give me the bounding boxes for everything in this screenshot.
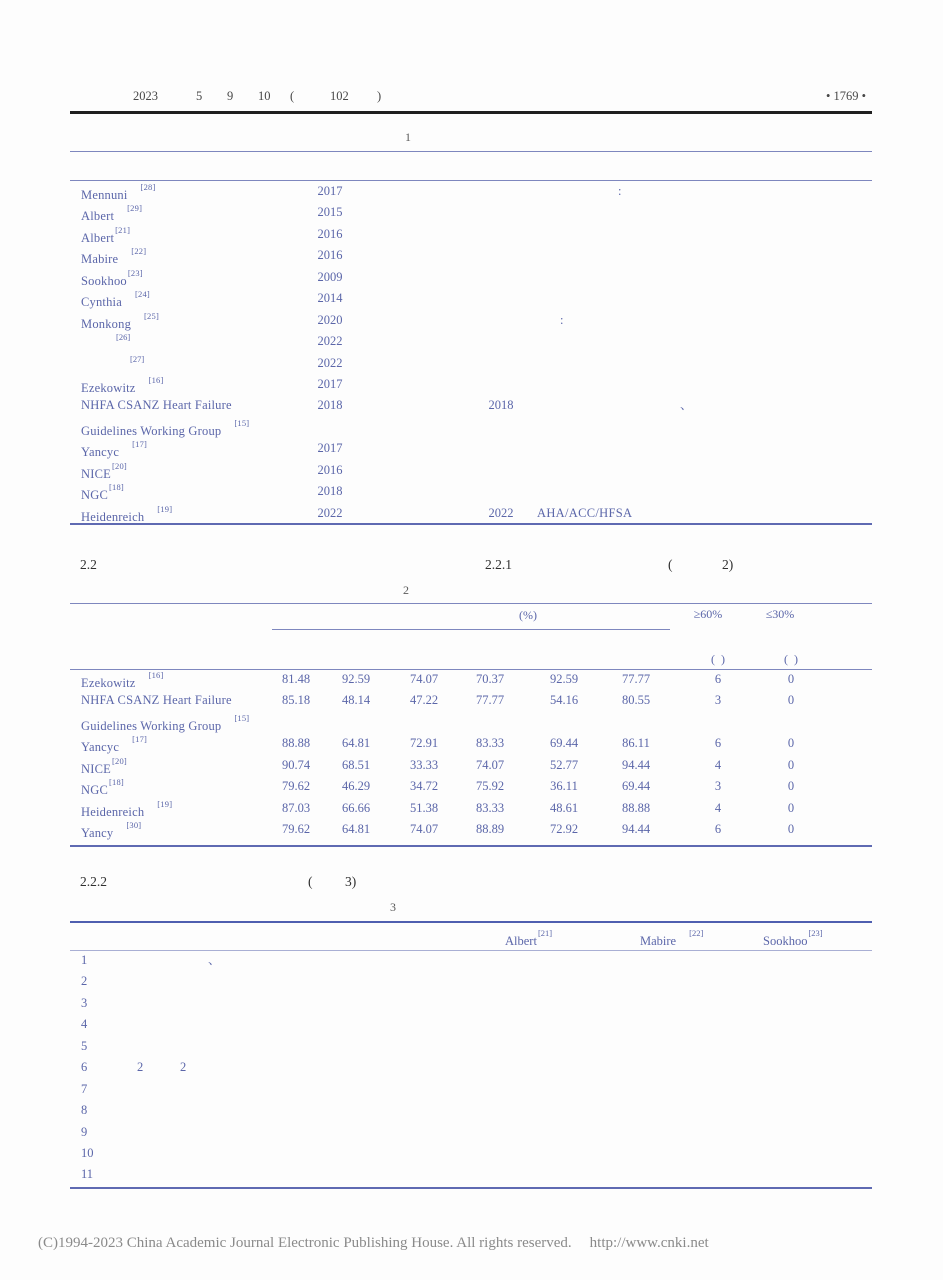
header-paren-open: ( xyxy=(290,89,295,103)
value-cell: 79.62 xyxy=(281,779,311,794)
value-cell: 69.44 xyxy=(621,779,651,794)
table2-top-rule xyxy=(70,603,872,604)
table-row xyxy=(0,245,943,266)
item-number: 9 xyxy=(81,1124,88,1139)
value-cell: 74.07 xyxy=(475,757,505,772)
value-cell: 52.77 xyxy=(549,757,579,772)
citation-sup: [19] xyxy=(157,798,173,809)
value-cell: 88.88 xyxy=(621,800,651,815)
value-cell: 48.61 xyxy=(549,800,579,815)
value-cell: 77.77 xyxy=(475,693,505,708)
section-2-2-2-number: 2.2.2 xyxy=(80,874,107,889)
year-cell: 2016 xyxy=(317,248,343,263)
author-cell: Mabire[22] xyxy=(81,246,147,267)
value-cell: 80.55 xyxy=(621,693,651,708)
author-cell: Monkong[25] xyxy=(81,310,159,331)
copyright-text: (C)1994-2023 China Academic Journal Electronic Publishing House. All rights reserved. xyxy=(38,1235,572,1251)
value-cell: 51.38 xyxy=(409,800,439,815)
year-cell: 2022 xyxy=(317,355,343,370)
citation-sup: [21] xyxy=(115,224,131,235)
table-row xyxy=(0,690,943,711)
year-cell: 2017 xyxy=(317,441,343,456)
citation-sup: [19] xyxy=(157,503,173,514)
citation-sup: [18] xyxy=(109,482,124,493)
citation-sup: [22] xyxy=(689,928,704,938)
table-row xyxy=(0,1164,943,1185)
author-cell: Yancyc[17] xyxy=(81,439,148,460)
table2-unit-ge: ( ) xyxy=(711,652,725,666)
count-ge-cell: 6 xyxy=(714,736,722,751)
count-le-cell: 0 xyxy=(787,822,795,837)
count-le-cell: 0 xyxy=(787,757,795,772)
copyright-footer xyxy=(38,1234,709,1252)
value-cell: 77.77 xyxy=(621,672,651,686)
table3-bottom-rule xyxy=(70,1187,872,1189)
citation-sup: [28] xyxy=(140,182,156,192)
year-cell: 2015 xyxy=(317,205,343,220)
author-cell: Cynthia[24] xyxy=(81,289,150,310)
year-cell: 2018 xyxy=(317,484,343,499)
table3-caption: 3 xyxy=(390,900,396,914)
author-cell: NICE[20] xyxy=(81,460,127,481)
table2-body xyxy=(0,669,943,841)
table-row xyxy=(0,1100,943,1121)
value-cell: 66.66 xyxy=(341,800,371,815)
table-row xyxy=(0,310,943,331)
item-number: 3 xyxy=(81,995,88,1010)
table1-top-rule xyxy=(70,151,872,152)
table-row xyxy=(0,417,943,438)
table-row xyxy=(0,819,943,840)
year-cell: 2017 xyxy=(317,184,343,198)
value-cell: 33.33 xyxy=(409,757,439,772)
table2-unit-le: ( ) xyxy=(784,652,798,666)
author-cell: Ezekowitz[16] xyxy=(81,374,164,396)
item-number: 6 xyxy=(81,1060,88,1075)
header-total-issue: 102 xyxy=(330,89,349,103)
table-row xyxy=(0,460,943,481)
count-le-cell: 0 xyxy=(787,693,795,708)
value-cell: 64.81 xyxy=(341,822,371,837)
author-cell: Sookhoo[23] xyxy=(81,267,143,288)
citation-sup: [24] xyxy=(134,289,150,300)
value-cell: 88.89 xyxy=(475,822,505,837)
table-row xyxy=(0,1079,943,1100)
table2-header-ge60: ≥60% xyxy=(693,607,723,621)
author-cell: Mennuni[28] xyxy=(81,182,156,203)
column-header: Albert[21] xyxy=(505,928,553,949)
org-cell: AHA/ACC/HFSA xyxy=(537,505,633,520)
table-row xyxy=(0,1014,943,1035)
value-cell: 85.18 xyxy=(281,693,311,708)
table-row xyxy=(0,971,943,992)
table-row xyxy=(0,712,943,733)
count-le-cell: 0 xyxy=(787,736,795,751)
value-cell: 94.44 xyxy=(621,822,651,837)
author-cell: Yancy[30] xyxy=(81,820,142,841)
count-le-cell: 0 xyxy=(787,779,795,794)
author-cell: NGC[18] xyxy=(81,482,124,503)
value-cell: 90.74 xyxy=(281,757,311,772)
table3-top-rule xyxy=(70,921,872,923)
table-row xyxy=(0,481,943,502)
count-le-cell: 0 xyxy=(787,672,795,686)
value-cell: 64.81 xyxy=(341,736,371,751)
year2-cell: 2018 xyxy=(488,398,514,413)
value-cell: 94.44 xyxy=(621,757,651,772)
citation-sup: [20] xyxy=(111,460,127,471)
table1-body xyxy=(0,181,943,524)
value-cell: 81.48 xyxy=(281,672,311,686)
note-cell: 、 xyxy=(208,953,221,967)
table-row xyxy=(0,776,943,797)
value-cell: 79.62 xyxy=(281,822,311,837)
header-rule xyxy=(70,111,872,114)
year-cell: 2017 xyxy=(317,376,343,391)
author-cell: Guidelines Working Group[15] xyxy=(81,712,250,734)
value-cell: 83.33 xyxy=(475,800,505,815)
count-ge-cell: 6 xyxy=(714,672,722,686)
table3-header-row xyxy=(0,928,943,947)
count-le-cell: 0 xyxy=(787,800,795,815)
header-year: 2023 xyxy=(133,89,158,103)
item-number: 7 xyxy=(81,1081,88,1096)
section-2-2-1-paren-close: 2) xyxy=(722,557,734,572)
author-cell: Heidenreich[19] xyxy=(81,503,173,524)
note-cell: : xyxy=(560,312,564,327)
year-cell: 2022 xyxy=(317,334,343,349)
table1-caption: 1 xyxy=(405,130,411,144)
year-cell: 2009 xyxy=(317,269,343,284)
citation-sup: [30] xyxy=(126,820,142,831)
citation-sup: [17] xyxy=(132,439,148,450)
value-cell: 46.29 xyxy=(341,779,371,794)
note-cell: 、 xyxy=(680,398,693,413)
table3-body xyxy=(0,950,943,1186)
citation-sup: [23] xyxy=(127,267,143,278)
table-row xyxy=(0,1143,943,1164)
table-row xyxy=(0,202,943,223)
year2-cell: 2022 xyxy=(488,505,514,520)
year-cell: 2016 xyxy=(317,226,343,241)
item-number: 1 xyxy=(81,953,88,967)
citation-sup: [15] xyxy=(234,712,250,723)
citation-sup: [17] xyxy=(132,734,148,745)
citation-sup: [27] xyxy=(130,353,145,364)
author-cell: NHFA CSANZ Heart Failure xyxy=(81,398,232,413)
header-month: 5 xyxy=(196,89,203,103)
value-cell: 69.44 xyxy=(549,736,579,751)
year-cell: 2018 xyxy=(317,398,343,413)
author-cell: NHFA CSANZ Heart Failure xyxy=(81,693,232,708)
count-ge-cell: 3 xyxy=(714,779,722,794)
table-row xyxy=(0,224,943,245)
value-cell: 47.22 xyxy=(409,693,439,708)
table-row xyxy=(0,395,943,416)
table-row xyxy=(0,733,943,754)
value-cell: 75.92 xyxy=(475,779,505,794)
header-volume: 9 xyxy=(227,89,234,103)
value-cell: 34.72 xyxy=(409,779,439,794)
table-row xyxy=(0,993,943,1014)
inline-number: 2 xyxy=(180,1060,187,1075)
table-row xyxy=(0,1057,943,1078)
count-ge-cell: 4 xyxy=(714,800,722,815)
citation-sup: [16] xyxy=(148,670,164,680)
table-row xyxy=(0,755,943,776)
year-cell: 2020 xyxy=(317,312,343,327)
value-cell: 92.59 xyxy=(549,672,579,686)
citation-sup: [16] xyxy=(148,374,164,385)
table2-caption: 2 xyxy=(403,583,409,597)
section-2-2-2-paren-close: 3) xyxy=(345,874,357,889)
table-row xyxy=(0,267,943,288)
table-row xyxy=(0,950,943,971)
author-cell: Ezekowitz[16] xyxy=(81,670,164,691)
count-ge-cell: 4 xyxy=(714,757,722,772)
table-row xyxy=(0,438,943,459)
year-cell: 2016 xyxy=(317,462,343,477)
table2-header-percent: (%) xyxy=(519,608,537,622)
section-2-2-2-paren-open: ( xyxy=(308,874,313,889)
value-cell: 48.14 xyxy=(341,693,371,708)
table-row xyxy=(0,1036,943,1057)
table-row xyxy=(0,798,943,819)
citation-sup: [15] xyxy=(234,417,250,428)
value-cell: 86.11 xyxy=(622,736,650,751)
citation-sup: [23] xyxy=(808,928,823,938)
table-row xyxy=(0,669,943,690)
count-ge-cell: 3 xyxy=(714,693,722,708)
section-2-2-1-paren-open: ( xyxy=(668,557,673,572)
author-cell: Guidelines Working Group[15] xyxy=(81,417,250,438)
value-cell: 72.92 xyxy=(549,822,579,837)
item-number: 5 xyxy=(81,1038,88,1053)
header-issue: 10 xyxy=(258,89,271,103)
inline-number: 2 xyxy=(137,1060,144,1075)
value-cell: 70.37 xyxy=(475,672,505,686)
cnki-url: http://www.cnki.net xyxy=(589,1235,709,1251)
page-number: • 1769 • xyxy=(826,89,867,103)
citation-sup: [18] xyxy=(109,777,124,788)
item-number: 8 xyxy=(81,1103,88,1118)
value-cell: 74.07 xyxy=(409,822,439,837)
table-row xyxy=(0,288,943,309)
author-cell: Yancyc[17] xyxy=(81,734,148,755)
year-cell: 2022 xyxy=(317,505,343,520)
value-cell: 72.91 xyxy=(409,736,439,751)
value-cell: 36.11 xyxy=(550,779,578,794)
table-row xyxy=(0,331,943,352)
table-row xyxy=(0,181,943,202)
table-row xyxy=(0,1122,943,1143)
citation-sup: [20] xyxy=(111,755,127,766)
author-cell: Heidenreich[19] xyxy=(81,798,173,819)
author-cell: NICE[20] xyxy=(81,755,127,776)
table2-group-underline xyxy=(272,629,670,630)
table-row xyxy=(0,374,943,395)
column-header: Sookhoo[23] xyxy=(763,928,823,949)
count-ge-cell: 6 xyxy=(714,822,722,837)
author-cell: Albert[29] xyxy=(81,203,143,224)
author-cell: NGC[18] xyxy=(81,777,124,798)
value-cell: 87.03 xyxy=(281,800,311,815)
section-2-2-number: 2.2 xyxy=(80,557,97,572)
citation-sup: [29] xyxy=(127,203,143,214)
value-cell: 83.33 xyxy=(475,736,505,751)
item-number: 2 xyxy=(81,974,88,989)
citation-sup: [21] xyxy=(537,928,553,938)
note-cell: : xyxy=(618,184,622,198)
value-cell: 88.88 xyxy=(281,736,311,751)
table2-header-le30: ≤30% xyxy=(765,607,795,621)
item-number: 11 xyxy=(81,1167,94,1182)
table-row xyxy=(0,503,943,524)
author-cell: Albert[21] xyxy=(81,224,131,246)
header-paren-close: ) xyxy=(377,89,382,103)
value-cell: 54.16 xyxy=(549,693,579,708)
column-header: Mabire[22] xyxy=(640,928,704,949)
value-cell: 68.51 xyxy=(341,757,371,772)
item-number: 4 xyxy=(81,1017,88,1032)
table2-bottom-rule xyxy=(70,845,872,847)
value-cell: 74.07 xyxy=(409,672,439,686)
value-cell: 92.59 xyxy=(341,672,371,686)
item-number: 10 xyxy=(81,1145,94,1160)
year-cell: 2014 xyxy=(317,291,343,306)
table-row xyxy=(0,353,943,374)
citation-sup: [22] xyxy=(131,246,147,257)
section-2-2-1-number: 2.2.1 xyxy=(485,557,512,572)
citation-sup: [26] xyxy=(116,332,131,343)
citation-sup: [25] xyxy=(144,310,159,321)
